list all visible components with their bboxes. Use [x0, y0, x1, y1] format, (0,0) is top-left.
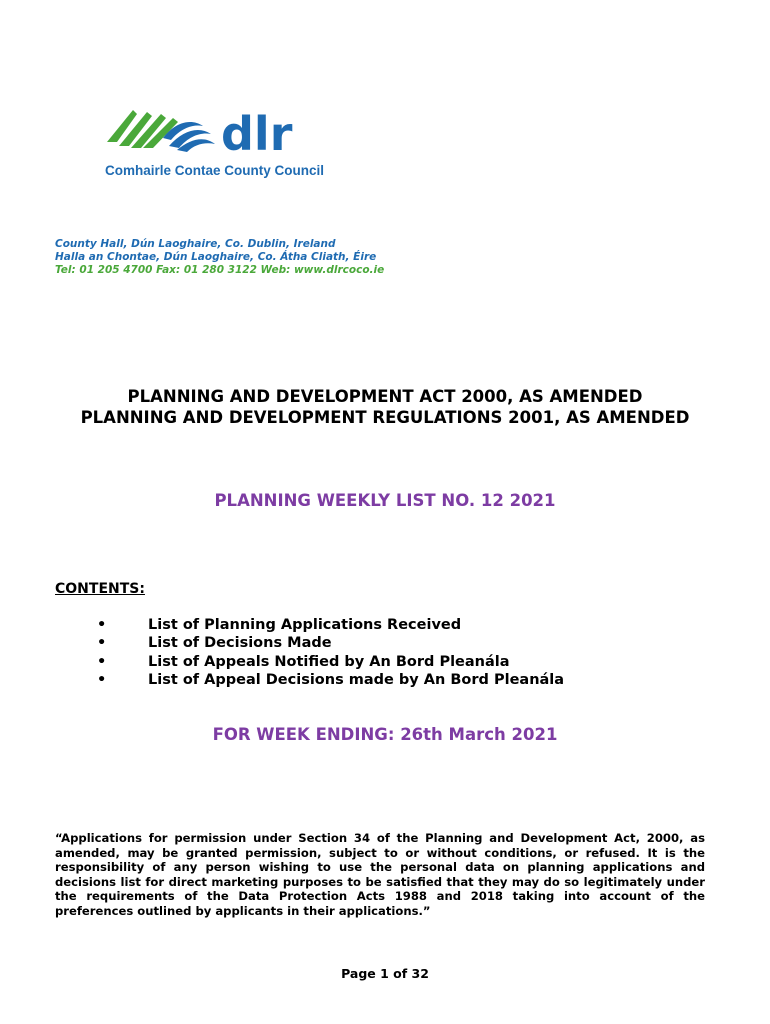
- bullet-icon: •: [97, 653, 107, 670]
- contents-list: [97, 616, 564, 690]
- regulations-heading: PLANNING AND DEVELOPMENT REGULATIONS 2001, AS AMENDED: [80, 408, 690, 427]
- bullet-icon: •: [97, 617, 107, 633]
- fax-number: 01 280 3122: [183, 264, 257, 276]
- contents-title: CONTENTS:: [55, 581, 145, 597]
- list-item: • List of Appeals Notified by An Bord Pleanála: [97, 653, 510, 670]
- act-heading: PLANNING AND DEVELOPMENT ACT 2000, AS AMENDED: [127, 387, 643, 406]
- bullet-icon: •: [97, 635, 107, 652]
- weekly-list-title: PLANNING WEEKLY LIST NO. 12 2021: [214, 491, 556, 510]
- web-label: Web:: [260, 264, 291, 276]
- data-protection-notice: “Applications for permission under Section 34 of the Planning and Development Act, 2000, as amended, may be granted permission, subject to or without conditions, or refused. It is the responsibility of any person wishing to use the personal data on planning applications and decisions list for direct marketing purposes to be satisfied that they may do so legitimately under the requirements of the Data Protection Acts 1988 and 2018 taking into account of the preferences outlined by applicants in their applications.”: [55, 831, 705, 918]
- wave-mark-icon: [107, 110, 215, 152]
- address-line-2: Halla an Chontae, Dún Laoghaire, Co. Átha Cliath, Éire: [55, 251, 377, 263]
- tel-number: 01 205 4700: [79, 264, 153, 276]
- list-item: • List of Appeal Decisions made by An Bord Pleanála: [97, 672, 565, 689]
- address-line-1: County Hall, Dún Laoghaire, Co. Dublin, Ireland: [55, 238, 336, 250]
- list-item: • List of Planning Applications Received: [97, 617, 462, 633]
- page-number: Page 1 of 32: [341, 966, 429, 981]
- council-name: Comhairle Contae County Council: [105, 163, 325, 178]
- tel-label: Tel:: [55, 264, 76, 276]
- fax-label: Fax:: [156, 264, 181, 276]
- bullet-icon: •: [97, 672, 107, 689]
- week-ending-heading: FOR WEEK ENDING: 26th March 2021: [212, 725, 558, 744]
- list-item: • List of Decisions Made: [97, 635, 332, 652]
- contact-line: [55, 264, 384, 276]
- web-link[interactable]: www.dlrcoco.ie: [293, 264, 385, 276]
- logo-wordmark: dlr: [221, 107, 293, 161]
